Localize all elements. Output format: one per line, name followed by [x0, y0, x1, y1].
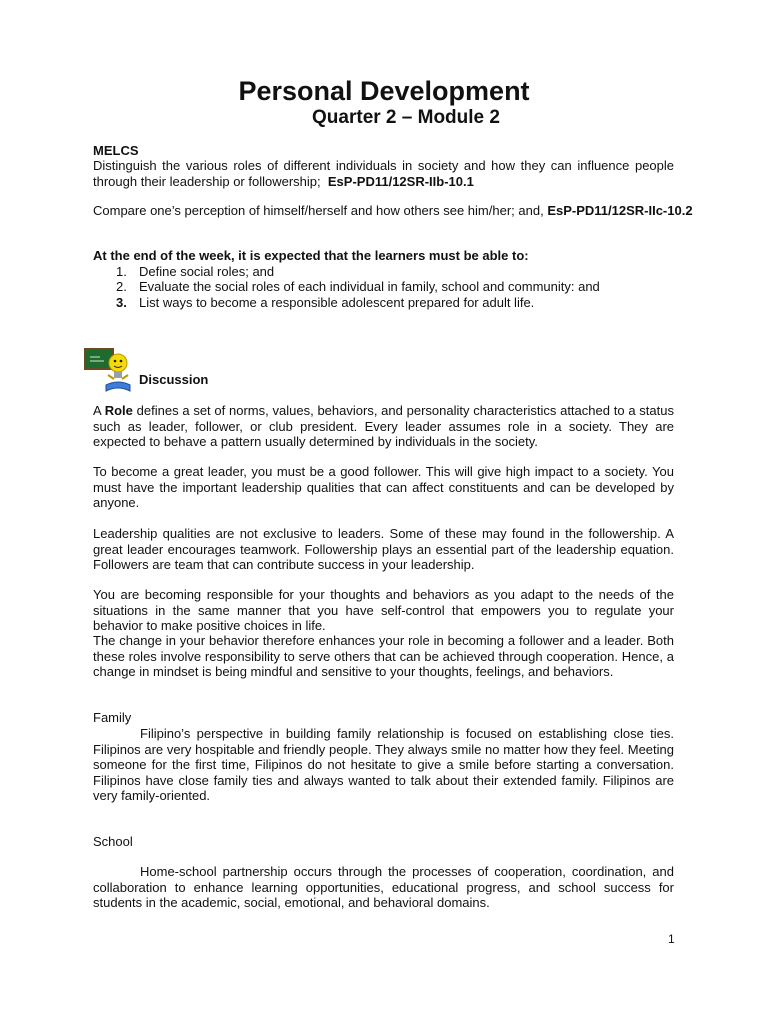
discussion-paragraph: [93, 403, 674, 450]
family-paragraph: Filipino’s perspective in building family relationship is focused on establishing close ties. Filipinos are very hospitable and friendly people. They always smile no matter how they feel. Meeting someone for the first time, Filipinos do not hesitate to give a smile before starting a conversation. Filipinos have close family ties and always wanted to talk about their extended family. Filipinos are very family-oriented.: [93, 726, 674, 803]
melcs-item-1-code: EsP-PD11/12SR-IIb-10.1: [327, 173, 474, 189]
objectives-heading: At the end of the week, it is expected that the learners must be able to:: [93, 248, 529, 263]
page-title: Personal Development: [238, 76, 530, 106]
objective-text: Define social roles; and: [139, 264, 275, 279]
family-heading: Family: [93, 710, 132, 725]
discussion-paragraph: You are becoming responsible for your thoughts and behaviors as you adapt to the needs of the situations in the same manner that you have self-control that empowers you to regulate your behavior to make positive choices in life.: [93, 587, 674, 633]
discussion-paragraph: Leadership qualities are not exclusive to leaders. Some of these may found in the followership. A great leader encourages teamwork. Followership plays an essential part of the leadership equation. Followers are team that can contribute success in your leadership.: [93, 526, 674, 572]
role-keyword: Role: [104, 403, 133, 418]
melcs-item-2-code: EsP-PD11/12SR-IIc-10.2: [547, 203, 693, 218]
discussion-paragraph: The change in your behavior therefore enhances your role in becoming a follower and a leader. Both these roles involve responsibility to serve others that can be achieved through cooperation. Hence, a change in mindset is being mindful and sensitive to your thoughts, feelings, and behaviors.: [93, 633, 674, 679]
melcs-item-1-text: Distinguish the various roles of different individuals in society and how they can influence people through their leadership or followership;: [93, 158, 674, 189]
objective-number: 2.: [116, 279, 127, 294]
school-heading: School: [93, 834, 133, 849]
objective-number: 3.: [116, 295, 127, 310]
objective-text: Evaluate the social roles of each individual in family, school and community: and: [139, 279, 600, 294]
discussion-heading: Discussion: [139, 372, 209, 387]
objective-item: [116, 264, 274, 280]
page-subtitle: Quarter 2 – Module 2: [312, 107, 500, 128]
paragraph-text: A: [93, 403, 105, 418]
objective-item: [116, 295, 534, 311]
teacher-lightbulb-icon: [84, 345, 140, 393]
discussion-paragraph: To become a great leader, you must be a good follower. This will give high impact to a society. You must have the important leadership qualities that can affect constituents and can be developed by anyone.: [93, 464, 674, 510]
objective-item: [116, 279, 600, 295]
school-paragraph: Home-school partnership occurs through the processes of cooperation, coordination, and collaboration to enhance learning opportunities, educational progress, and school success for students in the academic, social, emotional, and behavioral domains.: [93, 864, 674, 910]
melcs-item-1: [93, 158, 674, 189]
page-number: 1: [668, 932, 675, 946]
melcs-item-2-text: Compare one’s perception of himself/herself and how others see him/her; and,: [93, 203, 544, 218]
paragraph-text: defines a set of norms, values, behaviors, and personality characteristics attached to a status such as leader, follower, or club president. Every leader assumes role in a society. They are expected to behave a pattern usually determined by individuals in the society.: [93, 403, 674, 449]
objective-number: 1.: [116, 264, 127, 279]
melcs-label: MELCS: [93, 143, 139, 158]
objective-text: List ways to become a responsible adolescent prepared for adult life.: [139, 295, 535, 310]
melcs-item-2: [93, 203, 720, 219]
